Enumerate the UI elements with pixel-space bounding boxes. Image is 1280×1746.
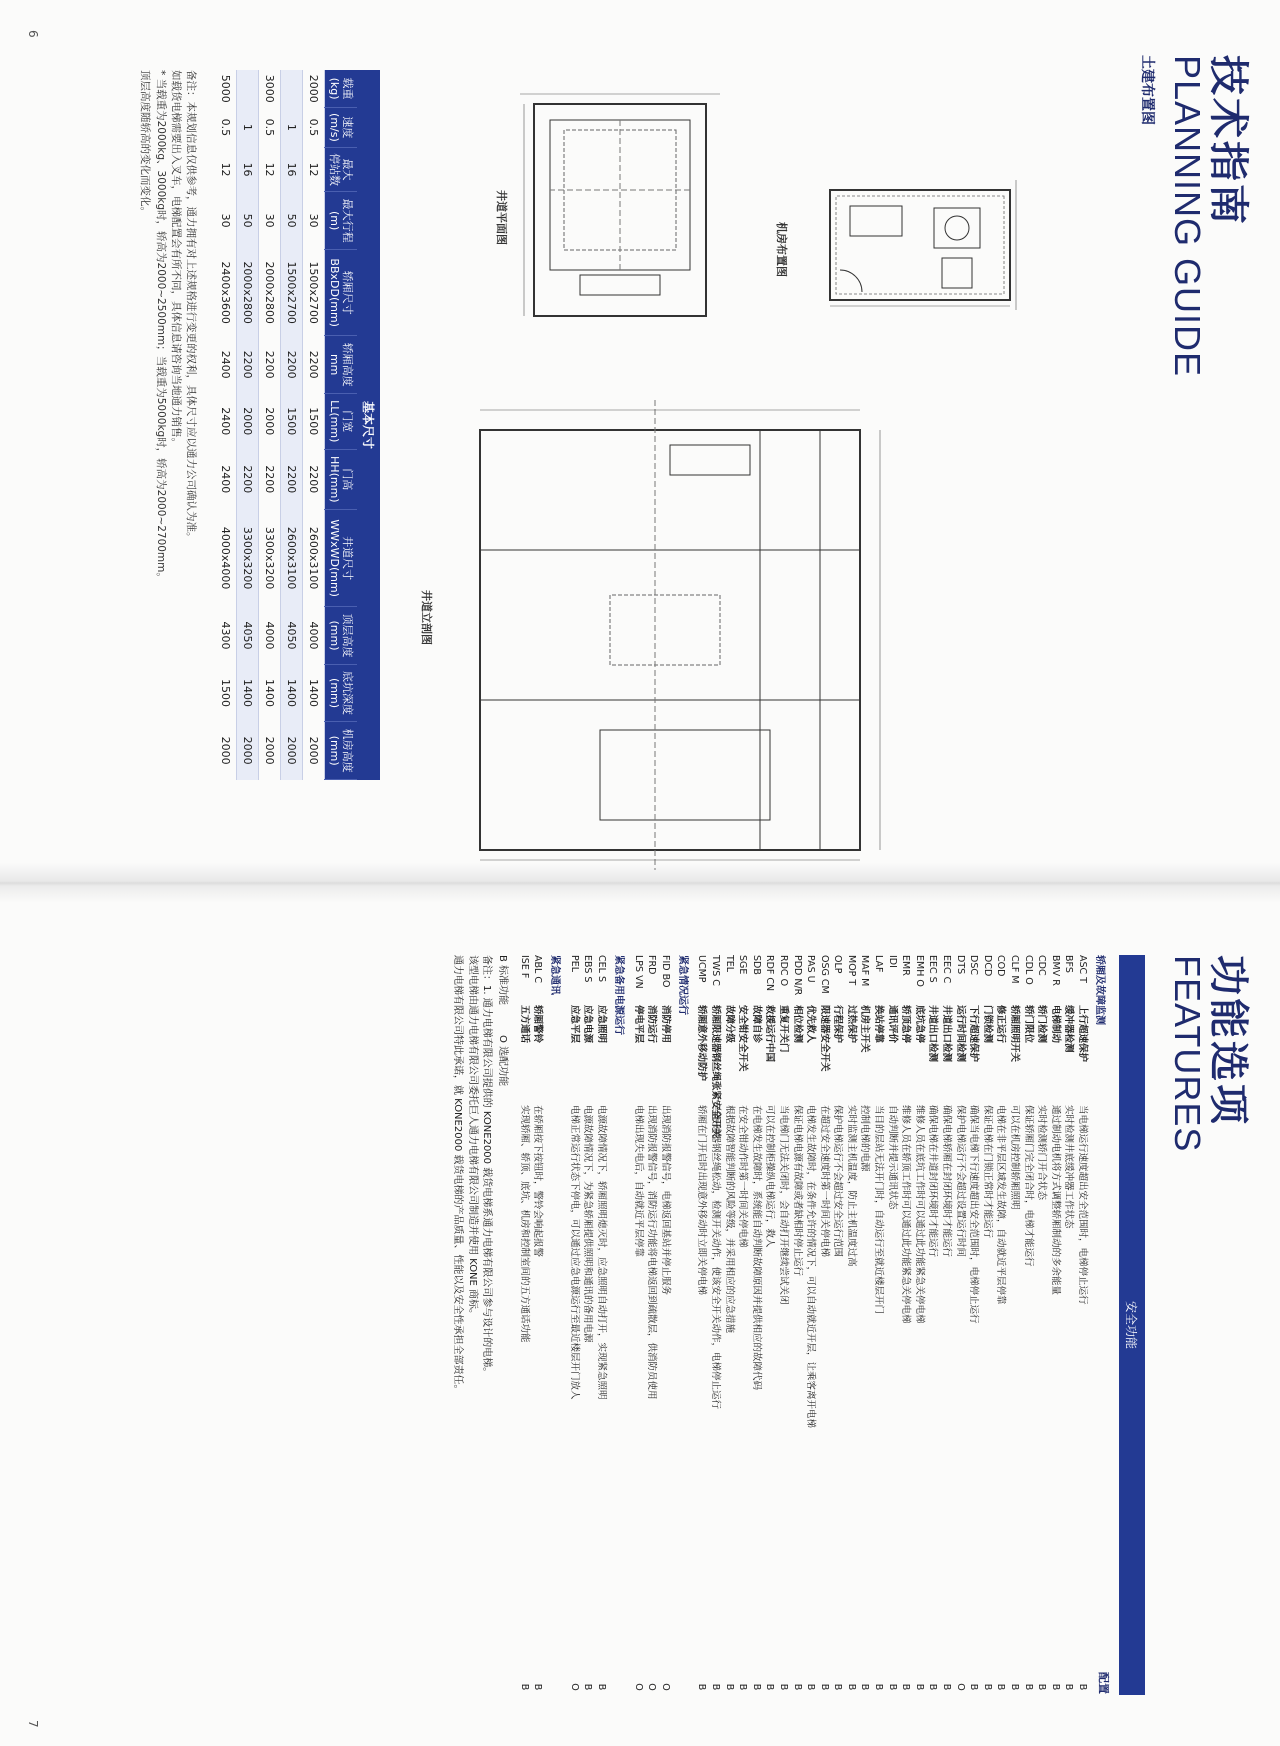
feature-config: B <box>832 1683 844 1691</box>
feature-code: ABL C <box>532 955 544 983</box>
table-cell: 1500 <box>302 393 324 449</box>
note-line: * 当载重为2000kg、3000kg时，轿高为2000~2500mm；当载重为5000kg时，轿高为2000~2700mm。 <box>154 70 167 583</box>
feature-code: BFS <box>1063 955 1075 973</box>
table-header-cell: 机房高度 (mm) <box>324 722 357 780</box>
table-row <box>302 70 324 780</box>
feature-description: 可以在控制柜操纵电梯运行，救人 <box>764 1105 776 1248</box>
feature-config: O <box>659 1683 671 1691</box>
table-header-cell: 底坑深度 (mm) <box>324 664 357 722</box>
feature-description: 保护电梯运行不会超过安全运行范围 <box>832 1105 844 1258</box>
feature-config: B <box>777 1683 789 1691</box>
feature-description: 确保电梯在井道封闭环境时才能运行 <box>927 1105 939 1258</box>
caption-machine-room: 机房布置图 <box>775 222 788 277</box>
feature-row <box>965 955 979 1700</box>
table-cell: 2200 <box>258 336 280 394</box>
feature-config: B <box>1009 1683 1021 1691</box>
feature-row <box>937 955 951 1700</box>
table-cell: 12 <box>302 147 324 192</box>
feature-code: ISE F <box>518 955 530 979</box>
table-cell: 1400 <box>258 664 280 722</box>
table-cell: 16 <box>280 147 302 192</box>
feature-row <box>761 955 775 1700</box>
table-header-cell: 井道尺寸 WWxWD(mm) <box>324 510 357 607</box>
table-cell: 12 <box>215 147 237 192</box>
feature-code: DCD <box>981 955 993 977</box>
feature-row <box>788 955 802 1700</box>
note-line: 该型电梯由通力电梯有限公司委托巨人通力电梯有限公司制造并使用 KONE 商标。 <box>466 955 478 1320</box>
feature-name: 轿顶急停 <box>900 1005 912 1044</box>
feature-code: PDD N/R <box>791 955 803 996</box>
feature-code: EMR <box>900 955 912 976</box>
safety-features-bar-label: 安全功能 <box>1124 1300 1138 1350</box>
feature-row <box>693 955 707 1700</box>
table-cell: 4300 <box>215 607 237 665</box>
feature-description: 实现轿厢、轿顶、底坑、机房和控制室间的五方通话功能 <box>518 1105 530 1343</box>
feature-name: 缓冲器检测 <box>1063 1005 1075 1053</box>
table-cell: 1400 <box>236 664 258 722</box>
feature-config: B <box>805 1683 817 1691</box>
feature-description: 电源故障情况下，轿厢照明熄灭时，应急照明自动打开，实现紧急照明 <box>596 1105 607 1400</box>
table-cell: 30 <box>302 192 324 250</box>
feature-config: B <box>723 1683 735 1691</box>
feature-row <box>1033 955 1047 1700</box>
feature-code: MOP T <box>845 955 857 986</box>
feature-section-title: 轿厢及故障监测 <box>1094 955 1105 1025</box>
table-row <box>215 70 237 780</box>
page-number-left: 6 <box>26 30 40 38</box>
feature-code: PEL <box>568 955 580 973</box>
note-line: 备注：1. 通力电梯有限公司提供的 KONE2000 载货电梯系通力电梯有限公司参与设计的电梯。 <box>481 955 493 1378</box>
feature-code: ASC T <box>1077 955 1088 983</box>
feature-config: O <box>646 1683 658 1691</box>
features-title-en: FEATURES <box>1167 955 1208 1153</box>
feature-config: O <box>632 1683 644 1691</box>
feature-row <box>706 955 720 1700</box>
table-header-cell: 最大 停站数 <box>324 147 357 192</box>
feature-description: 保护电梯运行不会超过设置运行时间 <box>954 1105 966 1258</box>
feature-description: 确保当电梯下行速度超出安全范围时，电梯停止运行 <box>968 1105 980 1324</box>
feature-code: COD <box>995 955 1007 977</box>
feature-description: 在超过安全速度时第一时间关停电梯 <box>818 1105 830 1258</box>
table-cell <box>236 70 258 108</box>
feature-code: PAS U <box>805 955 817 983</box>
table-header-cell: 最大行程 (m) <box>324 192 357 250</box>
table-cell: 50 <box>280 192 302 250</box>
feature-description: 出现消防报警信号，消防运行功能将电梯返回到疏散层，供消防员使用 <box>646 1105 658 1400</box>
feature-code: UCMP <box>696 955 708 983</box>
feature-code: SDB <box>750 955 762 975</box>
table-cell: 3000 <box>258 70 280 108</box>
feature-name: 井道出口检测 <box>941 1005 953 1063</box>
table-row <box>236 70 258 780</box>
feature-config: B <box>913 1683 925 1691</box>
table-cell: 2000 <box>236 722 258 780</box>
feature-config: B <box>968 1683 980 1691</box>
feature-name: 优先救人 <box>805 1005 817 1044</box>
feature-code: CEL S <box>596 955 607 982</box>
machine-room-drawing <box>800 180 1020 320</box>
feature-code: EEC S <box>927 955 939 983</box>
feature-description: 电梯出现失电后，自动就近平层停靠 <box>632 1105 644 1258</box>
table-cell: 0.5 <box>302 108 324 148</box>
planning-title-cn: 技术指南 <box>1205 55 1251 227</box>
feature-code: CLF M <box>1009 955 1021 984</box>
hoistway-section-drawing <box>440 400 900 870</box>
feature-name: 应急照明 <box>596 1005 607 1044</box>
feature-row <box>529 955 543 1700</box>
feature-description: 维修人员在底坑工作时可以通过此功能紧急关停电梯 <box>913 1105 925 1324</box>
feature-section-title: 紧急情况运行 <box>676 955 688 1015</box>
feature-description: 确保电梯轿厢在封闭环境时才能运行 <box>941 1105 953 1258</box>
feature-row <box>883 955 897 1700</box>
feature-row <box>565 955 579 1700</box>
table-header-cell: 速度 (m/s) <box>324 108 357 148</box>
table-cell: 2000 <box>280 722 302 780</box>
legend-optional: O 选配功能 <box>497 1035 509 1087</box>
feature-config: B <box>696 1683 708 1691</box>
note-line: 顶层高度随轿高的变化而变化。 <box>139 70 152 217</box>
feature-name: 限速器安全开关 <box>818 1005 830 1072</box>
feature-name: 应急平层 <box>568 1005 580 1044</box>
table-header-cell: 轿厢高度 mm <box>324 336 357 394</box>
feature-name: 机房主开关 <box>859 1005 871 1053</box>
feature-config: B <box>995 1683 1007 1691</box>
feature-config: B <box>750 1683 762 1691</box>
table-cell: 1 <box>280 108 302 148</box>
feature-code: EEC C <box>941 955 953 984</box>
feature-config: B <box>582 1683 594 1691</box>
table-cell: 30 <box>215 192 237 250</box>
feature-description: 电梯正常运行状态下停电，可以通过应急电源运行至最近楼层开门放人 <box>568 1105 580 1400</box>
feature-config: B <box>764 1683 776 1691</box>
feature-description: 自动判断并提示通讯状态 <box>886 1105 898 1210</box>
table-cell: 2000 <box>258 393 280 449</box>
feature-code: LAF <box>873 955 885 973</box>
table-cell: 2400 <box>215 449 237 510</box>
table-cell: 30 <box>258 192 280 250</box>
feature-row <box>856 955 870 1700</box>
table-cell: 2000 <box>258 722 280 780</box>
table-cell: 4000 <box>302 607 324 665</box>
feature-description: 在安全钳动作时第一时间关停电梯 <box>737 1105 749 1248</box>
table-cell: 2000x2800 <box>236 249 258 335</box>
table-cell: 1500x2700 <box>302 249 324 335</box>
feature-row <box>842 955 856 1700</box>
table-cell: 1400 <box>302 664 324 722</box>
feature-description: 电梯在非平层区域发生故障，自动就近平层停靠 <box>995 1105 1007 1305</box>
feature-name: 轿厢意外移动防护 <box>696 1005 708 1082</box>
feature-row <box>720 955 734 1700</box>
feature-code: DSC <box>968 955 980 975</box>
feature-name: 轿厢限速器钢丝绳张紧安全开关 <box>709 1005 721 1139</box>
table-cell: 12 <box>258 147 280 192</box>
feature-code: DTS <box>954 955 966 975</box>
table-header-cell: 顶层高度 (mm) <box>324 607 357 665</box>
feature-config: B <box>818 1683 830 1691</box>
feature-row <box>747 955 761 1700</box>
feature-code: LPS VN <box>632 955 644 989</box>
feature-row <box>802 955 816 1700</box>
table-row <box>280 70 302 780</box>
feature-name: 五方通话 <box>518 1005 530 1044</box>
feature-description: 当限速器钢丝绳松动，检测开关动作，使该安全开关动作，电梯停止运行 <box>709 1105 721 1410</box>
feature-name: 通讯评价 <box>886 1005 898 1044</box>
feature-name: 电梯制动 <box>1049 1005 1061 1044</box>
feature-row <box>1060 955 1074 1700</box>
feature-description: 通过制动电机将方式调整轿厢制动的多余能量 <box>1049 1105 1061 1296</box>
table-row <box>258 70 280 780</box>
table-cell: 3300x3200 <box>258 510 280 607</box>
feature-name: 轿门限位 <box>1022 1005 1034 1044</box>
feature-name: 底坑急停 <box>913 1005 925 1044</box>
note-line: 备注：本规划信息仅供参考，通力拥有对上述规格进行变更的权利，具体尺寸应以通力公司确认为准。 <box>185 70 197 543</box>
feature-name: 故障分级 <box>723 1005 735 1044</box>
feature-config: O <box>568 1683 580 1691</box>
table-cell: 1500 <box>215 664 237 722</box>
feature-name: 行程保护 <box>832 1005 844 1044</box>
feature-row <box>592 955 606 1700</box>
table-cell: 16 <box>236 147 258 192</box>
feature-name: 井道出口检测 <box>927 1005 939 1063</box>
caption-hoistway-section: 井道立剖图 <box>420 590 433 645</box>
feature-description: 当目的层站无法开门时，自动运行至就近楼层开门 <box>873 1105 885 1315</box>
feature-row <box>643 955 657 1700</box>
feature-config: B <box>845 1683 857 1691</box>
table-cell: 2400 <box>215 393 237 449</box>
feature-name: 过热保护 <box>845 1005 857 1044</box>
table-cell: 2200 <box>258 449 280 510</box>
note-line: 通力电梯有限公司特此承诺，就 KONE2000 载货电梯的产品质量、性能以及安全性承担全部责任。 <box>452 955 464 1395</box>
feature-code: EMH O <box>913 955 925 987</box>
feature-row <box>910 955 924 1700</box>
table-body <box>215 70 325 780</box>
feature-code: MAF M <box>859 955 871 987</box>
feature-row <box>656 955 670 1700</box>
feature-row <box>897 955 911 1700</box>
feature-code: OLP <box>832 955 844 974</box>
feature-row <box>870 955 884 1700</box>
feature-name: 轿厢警铃 <box>532 1005 544 1044</box>
table-cell: 2200 <box>302 336 324 394</box>
feature-config: B <box>886 1683 898 1691</box>
table-header-row <box>324 70 357 780</box>
feature-description: 保证电梯电源有故障或者缺相时停止运行 <box>791 1105 803 1277</box>
feature-config: B <box>873 1683 885 1691</box>
feature-config: B <box>927 1683 939 1691</box>
feature-name: 相位检测 <box>791 1005 803 1044</box>
planning-notes <box>137 70 198 790</box>
table-cell: 4000x4000 <box>215 510 237 607</box>
table-cell: 1 <box>236 108 258 148</box>
feature-row <box>951 955 965 1700</box>
feature-config: B <box>1077 1683 1088 1691</box>
feature-name: 换站停靠 <box>873 1005 885 1044</box>
feature-config: O <box>954 1683 966 1691</box>
table-cell: 4050 <box>236 607 258 665</box>
feature-name: 消防停用 <box>659 1005 671 1044</box>
feature-description: 轿厢在门开启时出现意外移动时立即关停电梯 <box>696 1105 708 1296</box>
table-cell: 5000 <box>215 70 237 108</box>
feature-config: B <box>859 1683 871 1691</box>
feature-code: OSG CM <box>818 955 830 994</box>
feature-name: 轿门检测 <box>1036 1005 1048 1044</box>
planning-subtitle: 土建布置图 <box>1139 55 1155 125</box>
table-cell <box>280 70 302 108</box>
legend-standard: B 标准功能 <box>497 955 509 1006</box>
feature-description: 控制电梯的电源 <box>859 1105 871 1172</box>
table-cell: 0.5 <box>258 108 280 148</box>
feature-name: 门锁检测 <box>981 1005 993 1044</box>
feature-row <box>629 955 643 1700</box>
feature-row <box>815 955 829 1700</box>
config-column-header: 配置 <box>1097 1672 1110 1694</box>
feature-code: TWS C <box>709 955 721 986</box>
feature-row <box>515 955 529 1700</box>
table-cell: 2200 <box>236 449 258 510</box>
feature-config: B <box>941 1683 953 1691</box>
feature-section-title: 紧急通讯 <box>549 955 561 995</box>
features-notes <box>450 955 494 1700</box>
feature-code: CDC <box>1036 955 1048 976</box>
feature-row <box>1019 955 1033 1700</box>
feature-code: CDL O <box>1022 955 1034 985</box>
feature-code: RDF CN <box>764 955 776 992</box>
feature-description: 当电梯门无法关闭时，会自动打开继续尝试关闭 <box>777 1105 789 1305</box>
feature-description: 根据故障智能判断的风险等级，并采用相应的应急措施 <box>723 1105 735 1334</box>
table-cell: 2200 <box>302 449 324 510</box>
table-cell: 2200 <box>236 336 258 394</box>
feature-config: B <box>791 1683 803 1691</box>
feature-config: B <box>1022 1683 1034 1691</box>
feature-row <box>978 955 992 1700</box>
feature-code: RDC O <box>777 955 789 987</box>
feature-code: FRD <box>646 955 658 975</box>
table-header-cell: 载重 (kg) <box>324 70 357 108</box>
feature-row <box>1073 955 1087 1700</box>
feature-description: 当电梯运行速度超出安全范围时，电梯停止运行 <box>1077 1105 1088 1305</box>
table-cell: 3300x3200 <box>236 510 258 607</box>
hoistway-plan-drawing <box>520 90 720 330</box>
feature-config: B <box>709 1683 721 1691</box>
feature-description: 实时监测主机温度，防止主机温度过高 <box>845 1105 857 1267</box>
table-cell: 4000 <box>258 607 280 665</box>
safety-features-bar <box>1119 955 1145 1695</box>
table-cell: 2400 <box>215 336 237 394</box>
caption-hoistway-plan: 井道平面图 <box>495 190 508 245</box>
feature-description: 维修人员在轿顶工作时可以通过此功能紧急关停电梯 <box>900 1105 912 1324</box>
table-cell: 0.5 <box>215 108 237 148</box>
table-header-cell: 门高 HH(mm) <box>324 449 357 510</box>
table-cell: 2400x3600 <box>215 249 237 335</box>
table-cell: 2000 <box>215 722 237 780</box>
table-header-cell: 门宽 LL(mm) <box>324 393 357 449</box>
feature-config: B <box>596 1683 607 1691</box>
feature-config: B <box>532 1683 544 1691</box>
table-cell: 50 <box>236 192 258 250</box>
feature-code: IDI <box>886 955 898 968</box>
feature-description: 可以在机房控制轿厢照明 <box>1009 1105 1021 1210</box>
feature-config: B <box>737 1683 749 1691</box>
feature-code: EBS S <box>582 955 594 983</box>
feature-name: 重复开关门 <box>777 1005 789 1053</box>
feature-row <box>579 955 593 1700</box>
feature-name: 上行超速保护 <box>1077 1005 1088 1063</box>
feature-config: B <box>981 1683 993 1691</box>
feature-name: 修正运行 <box>995 1005 1007 1044</box>
feature-description: 在电梯发生故障时，系统能自动判断故障原因并提供相应的故障代码 <box>750 1105 762 1391</box>
page-number-right: 7 <box>26 1720 40 1728</box>
feature-description: 在轿厢按下按钮时，警铃会响起报警 <box>532 1105 544 1258</box>
feature-name: 故障自诊 <box>750 1005 762 1044</box>
feature-code: BMV R <box>1049 955 1061 986</box>
feature-description: 出现消防报警信号，电梯返回基站并停止服务 <box>659 1105 671 1296</box>
feature-name: 停电平层 <box>632 1005 644 1044</box>
table-cell: 1400 <box>280 664 302 722</box>
table-cell: 2600x3100 <box>302 510 324 607</box>
table-caption: 基本尺寸 <box>357 70 380 780</box>
feature-row <box>1005 955 1019 1700</box>
table-cell: 2000 <box>302 722 324 780</box>
feature-name: 运行时间检测 <box>954 1005 966 1063</box>
note-line: 如载货电梯需要出入叉车，电梯配置会有所不同，具体信息请咨询当地通力销售。 <box>169 70 182 448</box>
features-list <box>450 955 1110 1700</box>
feature-section-title: 紧急备用电源运行 <box>613 955 624 1035</box>
feature-name: 下行超速保护 <box>968 1005 980 1063</box>
feature-description: 保证电梯在门锁正常时才能运行 <box>981 1105 993 1239</box>
feature-name: 救援运行中国 <box>764 1005 776 1063</box>
feature-name: 应急电源 <box>582 1005 594 1044</box>
feature-description: 实时检测井底缓冲器工作状态 <box>1063 1105 1075 1229</box>
feature-row <box>1046 955 1060 1700</box>
feature-code: TEL <box>723 955 735 973</box>
feature-description: 保证轿厢门完全闭合时，电梯才能运行 <box>1022 1105 1034 1267</box>
feature-name: 安全钳安全开关 <box>737 1005 749 1072</box>
table-cell: 2200 <box>280 449 302 510</box>
table-cell: 1500 <box>280 393 302 449</box>
features-title-cn: 功能选项 <box>1205 955 1251 1127</box>
table-cell: 4050 <box>280 607 302 665</box>
feature-config: B <box>1049 1683 1061 1691</box>
table-cell: 2000x2800 <box>258 249 280 335</box>
feature-description: 电源故障情况下，为紧急轿厢提供照明和通讯的备用电源 <box>582 1105 594 1343</box>
table-cell: 2000 <box>236 393 258 449</box>
feature-description: 实时检测轿门开合状态 <box>1036 1105 1048 1201</box>
feature-config: B <box>1036 1683 1048 1691</box>
feature-row <box>774 955 788 1700</box>
feature-config: B <box>518 1683 530 1691</box>
feature-row <box>829 955 843 1700</box>
feature-code: FID BO <box>659 955 671 988</box>
feature-config: B <box>900 1683 912 1691</box>
feature-row <box>734 955 748 1700</box>
feature-code: SGE <box>737 955 749 975</box>
planning-title-en: PLANNING GUIDE <box>1167 55 1208 378</box>
feature-row <box>924 955 938 1700</box>
table-cell: 2600x3100 <box>280 510 302 607</box>
table-cell: 1500x2700 <box>280 249 302 335</box>
feature-name: 轿厢照明开关 <box>1009 1005 1021 1063</box>
basic-dimensions-table <box>215 70 380 780</box>
table-cell: 2000 <box>302 70 324 108</box>
feature-description: 电梯发生故障时，在条件允许的情况下，可以自动就近开层，让乘客离开电梯 <box>805 1105 817 1429</box>
feature-config: B <box>1063 1683 1075 1691</box>
features-legend <box>497 955 507 1700</box>
table-header-cell: 轿厢尺寸 BBxDD(mm) <box>324 249 357 335</box>
feature-name: 消防运行 <box>646 1005 658 1044</box>
feature-row <box>992 955 1006 1700</box>
table-cell: 2200 <box>280 336 302 394</box>
